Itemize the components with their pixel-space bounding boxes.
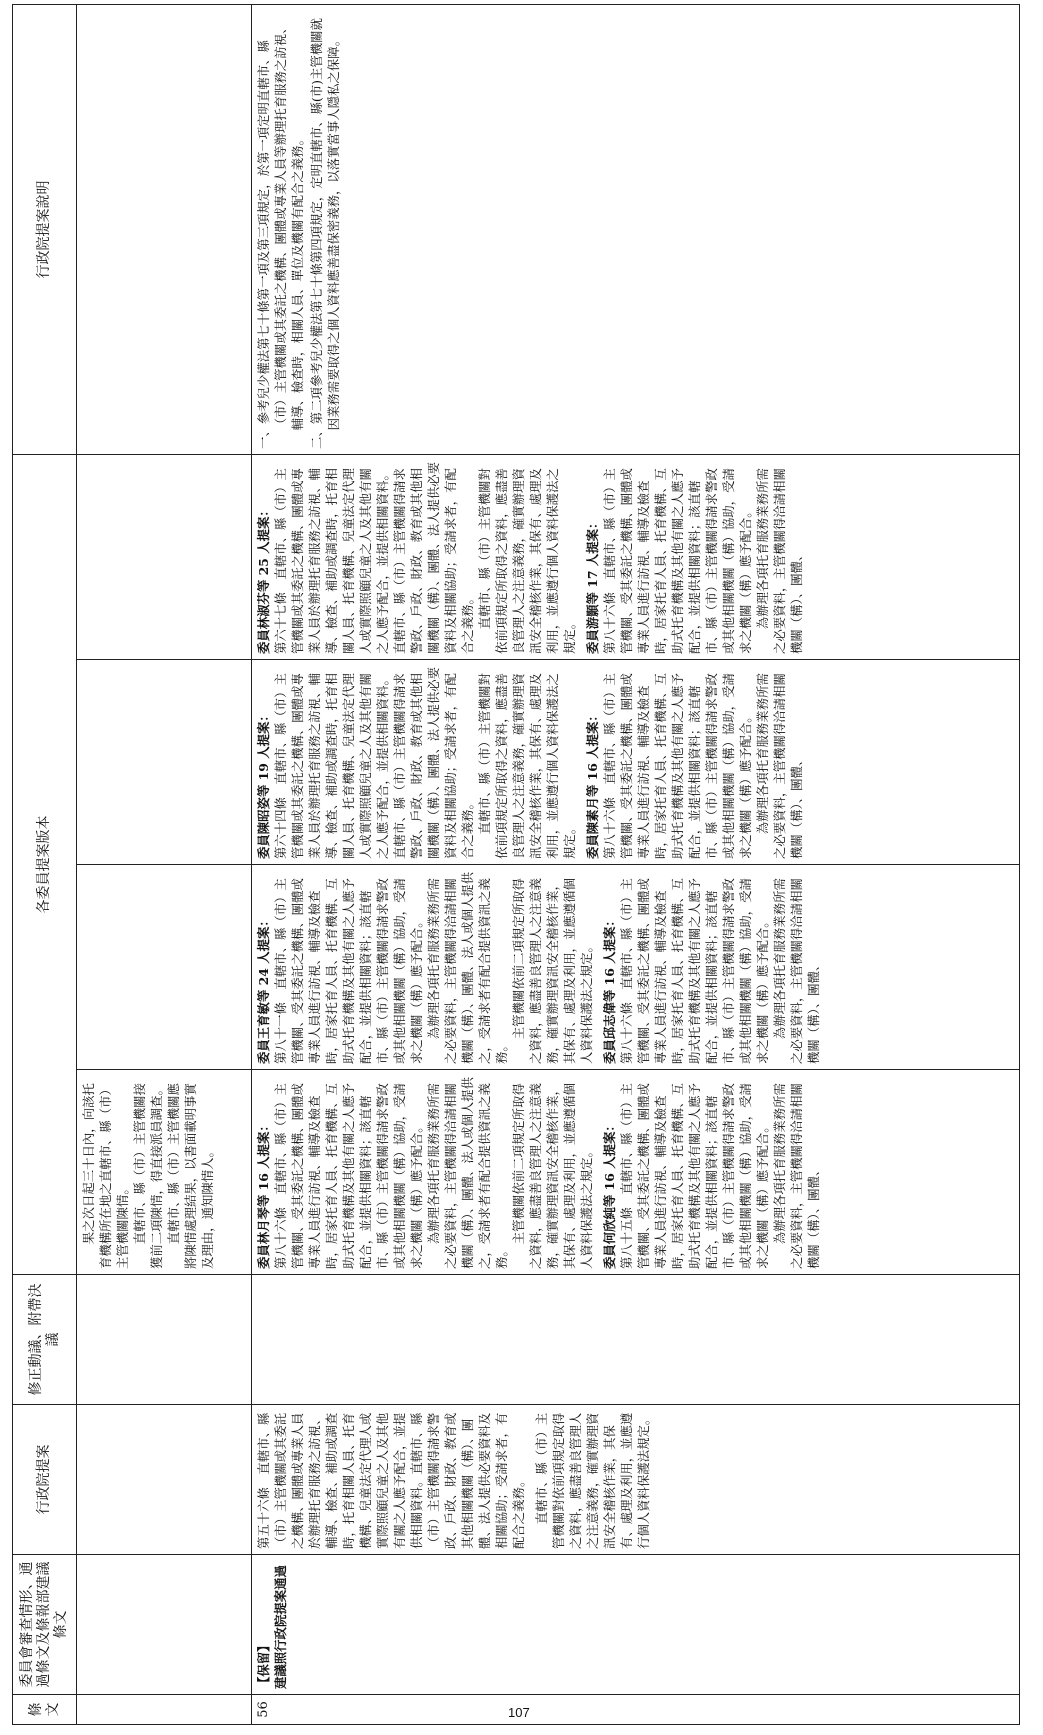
- exec-proposal-text: 第五十六條 直轄市、縣（市）主管機關或其委託之機構、團體或專業人員於辦理托育服務之訪視、輔導、檢查、補助或調查時，托育相關人員、托育機構、兒童法定代理人或實際照顧兒童之人及其他有關之人應予配合，並提供相關資料。直轄市、縣（市）主管機關得請求警政、戶政、財政、教育或其他相關機關（構）、團體、法人提供必要資料及相關協助；受請求者，有配合之義務。: [256, 1412, 526, 1549]
- proposal-para: 直轄市、縣（市）主管機關對依前項規定所取得之資料，應盡善良管理人之注意義務，確實辦理資訊安全稽核作業，其保有、處理及利用，並應遵行個人資料保護法之規定。: [477, 673, 577, 859]
- proposal-head: 委員王育敏等 24 人提案：: [256, 914, 271, 1064]
- proposal-para: 直轄市、縣（市）主管機關對依前項規定所取得之資料，應盡善良管理人之注意義務，確實辦理資訊安全稽核作業，其保有、處理及利用，並應遵行個人資料保護法之規定。: [477, 468, 577, 654]
- proposal-article: 第八十六條 直轄市、縣（市）主管機關、受其委託之機構、團體或專業人員進行訪視、輔導及檢查時，居家托育人員、托育機構、互助式托育機構及其他有關之人應予配合，並提供相關資料；該直轄市、縣（市）主管機關得請求警政或其他相關機關（構）協助，受請求之機關（構）應予配合。: [602, 673, 753, 859]
- empty-cell: [77, 455, 252, 660]
- empty-cell: [77, 660, 252, 865]
- proposal-para: 為辦理各項托育服務業務所需之必要資料，主管機關得洽請相關機關（構）、團體、: [755, 673, 804, 859]
- header-exec-note: 行政院提案說明: [13, 5, 77, 455]
- header-committee-versions: 各委員提案版本: [13, 455, 77, 1275]
- proposal-head: 委員邱志偉等 16 人提案：: [602, 914, 617, 1064]
- exec-proposal-text-2: 直轄市、縣（市）主管機關對依前項規定取得之資料，應盡善良管理人之注意義務，確實辦理資訊安全稽核作業，其保有、處理及利用，並應遵行個人資料保護法規定。: [534, 1412, 651, 1549]
- empty-cell: [77, 865, 252, 1070]
- proposal-article: 第八十六條 直轄市、縣（市）主管機關、受其委託之機構、團體或專業人員進行訪視、輔導及檢查時，居家托育人員、托育機構、互助式托育機構及其他有關之人應予配合，並提供相關資料；該直轄市、縣（市）主管機關得請求警政或其他相關機關（構）協助，受請求之機關（構）應予配合。: [602, 468, 753, 654]
- amendment-cell: [252, 1275, 1020, 1405]
- proposal-block: [255, 870, 595, 1064]
- proposal-head: 委員陳昭姿等 19 人提案：: [256, 709, 271, 859]
- page-number: 107: [508, 1705, 530, 1720]
- proposal-block: [255, 665, 578, 859]
- proposal-column-3: [252, 660, 1020, 865]
- review-cell: [252, 1555, 1020, 1695]
- proposal-head: 委員何欣純等 16 人提案：: [602, 1119, 617, 1269]
- proposal-block: [584, 665, 805, 859]
- proposal-column-2: [252, 865, 1020, 1070]
- continued-text-2: 直轄市、縣（市）主管機關接獲前二項陳情，得直接派員調查。: [132, 1083, 164, 1269]
- proposal-article: 第六十四條 直轄市、縣（市）主管機關或其委託之機構、團體或專業人員於辦理托育服務之訪視、輔導、檢查、補助或調查時，托育相關人員、托育機構、兒童法定代理人或實際照顧兒童之人及其他有關之人應予配合，並提供相關資料。直轄市、縣（市）主管機關得請求警政、戶政、財政、教育或其他相關機關（構）、團體、法人提供必要資料及相關協助；受請求者，有配合之義務。: [273, 666, 475, 859]
- header-exec-proposal: 行政院提案: [13, 1405, 77, 1555]
- empty-cell: [77, 1695, 252, 1725]
- proposal-article: 第八十一條 直轄市、縣（市）主管機關、受其委託之機構、團體或專業人員進行訪視、輔導及檢查時，居家托育人員、托育機構、互助式托育機構及其他有關之人應予配合，並提供相關資料；該直轄市、縣（市）主管機關得請求警政或其他相關機關（構）協助，受請求之機關（構）應予配合。: [273, 878, 424, 1064]
- proposal-article: 第八十五條 直轄市、縣（市）主管機關、受其委託之機構、團體或專業人員進行訪視、輔導及檢查時，居家托育人員、托育機構、互助式托育機構及其他有關之人應予配合，並提供相關資料；該直轄市、縣（市）主管機關得請求警政或其他相關機關（構）協助，受請求之機關（構）應予配合。: [619, 1083, 770, 1269]
- proposal-para: 主管機關依前二項規定所取得之資料，應盡善良管理人之注意義務，確實辦理資訊安全稽核作業，其保有、處理及利用，並應遵循個人資料保護法之規定。: [511, 878, 594, 1064]
- proposal-para: 為辦理各項托育服務業務所需之必要資料，主管機關得洽請相關機關（構）、團體、: [755, 468, 804, 654]
- header-amendment: 修正動議、附帶決議: [13, 1275, 77, 1405]
- proposal-para: 為辦理各項托育服務業務所需之必要資料，主管機關得洽請相關機關（構）、團體、法人或個人提供之，受請求者有配合提供資訊之義務。: [426, 871, 509, 1064]
- proposal-column-1: [252, 1070, 1020, 1275]
- proposal-head: 委員陳素月等 16 人提案：: [585, 709, 600, 859]
- proposal-block: [255, 460, 578, 654]
- empty-cell: [77, 1275, 252, 1405]
- proposal-para: 主管機關依前二項規定所取得之資料，應盡善良管理人之注意義務，確實辦理資訊安全稽核作業，其保有、處理及利用，並應遵循個人資料保護法之規定。: [511, 1083, 594, 1269]
- empty-cell: [77, 5, 252, 455]
- empty-cell: [77, 1555, 252, 1695]
- continued-text: 果之次日起三十日內，向該托育機構所在地之直轄市、縣（市）主管機關陳情。: [81, 1083, 130, 1269]
- comparison-table: [12, 4, 1020, 1725]
- exec-proposal-cell: [252, 1405, 1020, 1555]
- header-article-no: 條文: [13, 1695, 77, 1725]
- proposal-block: [255, 1075, 595, 1269]
- proposal-article: 第六十七條 直轄市、縣（市）主管機關或其委託之機構、團體或專業人員於辦理托育服務之訪視、輔導、檢查、補助或調查時，托育相關人員、托育機構、兒童法定代理人或實際照顧兒童之人及其他有關之人應予配合，並提供相關資料。直轄市、縣（市）主管機關得請求警政、戶政、財政、教育或其他相關機關（構）、團體、法人提供必要資料及相關協助；受請求者，有配合之義務。: [273, 461, 475, 654]
- exec-note-cell: [252, 5, 1020, 455]
- proposal-para: 為辦理各項托育服務業務所需之必要資料，主管機關得洽請相關機關（構）、團體、: [772, 878, 821, 1064]
- review-tag: 【保留】: [256, 1639, 271, 1689]
- review-text: 建議照行政院提案通過: [273, 1565, 288, 1689]
- proposal-head: 委員林淑芬等 25 人提案：: [256, 504, 271, 654]
- continued-text-3: 直轄市、縣（市）主管機關應將陳情處理結果，以書面載明事實及理由，通知陳情人。: [166, 1083, 215, 1269]
- continued-proposal-cell: [77, 1070, 252, 1275]
- proposal-block: [601, 870, 822, 1064]
- note-item-2: 二、第二項參考兒少權法第七十條第四項規定，定明直轄市、縣(市)主管機關就因業務需要取得之個人資料應善盡保密義務，以落實當事人隱私之保障。: [309, 18, 341, 449]
- proposal-article: 第八十六條 直轄市、縣（市）主管機關、受其委託之機構、團體或專業人員進行訪視、輔導及檢查時，居家托育人員、托育機構、互助式托育機構及其他有關之人應予配合，並提供相關資料；該直轄市、縣（市）主管機關得請求警政或其他相關機關（構）協助，受請求之機關（構）應予配合。: [273, 1083, 424, 1269]
- empty-cell: [77, 1405, 252, 1555]
- proposal-column-4: [252, 455, 1020, 660]
- note-item-1: 一、參考兒少權法第七十條第一項及第三項規定，於第一項定明直轄市、縣（市）主管機關或其委託之機構、團體或專業人員等辦理托育服務之訪視、輔導、檢查時，相關人員、單位及機關有配合之義務。: [256, 21, 305, 449]
- article-number: 56: [252, 1695, 1020, 1725]
- proposal-article: 第八十六條 直轄市、縣（市）主管機關、受其委託之機構、團體或專業人員進行訪視、輔導及檢查時，居家托育人員、托育機構、互助式托育機構及其他有關之人應予配合，並提供相關資料；該直轄市、縣（市）主管機關得請求警政或其他相關機關（構）協助，受請求之機關（構）應予配合。: [619, 878, 770, 1064]
- proposal-head: 委員游顥等 17 人提案：: [585, 516, 600, 654]
- proposal-para: 為辦理各項托育服務業務所需之必要資料，主管機關得洽請相關機關（構）、團體、: [772, 1083, 821, 1269]
- proposal-para: 為辦理各項托育服務業務所需之必要資料，主管機關得洽請相關機關（構）、團體、法人或個人提供之，受請求者有配合提供資訊之義務。: [426, 1076, 509, 1269]
- proposal-block: [584, 460, 805, 654]
- proposal-head: 委員林月琴等 16 人提案：: [256, 1119, 271, 1269]
- proposal-block: [601, 1075, 822, 1269]
- header-review: 委員會審查情形、通過條文及條報部建議條文: [13, 1555, 77, 1695]
